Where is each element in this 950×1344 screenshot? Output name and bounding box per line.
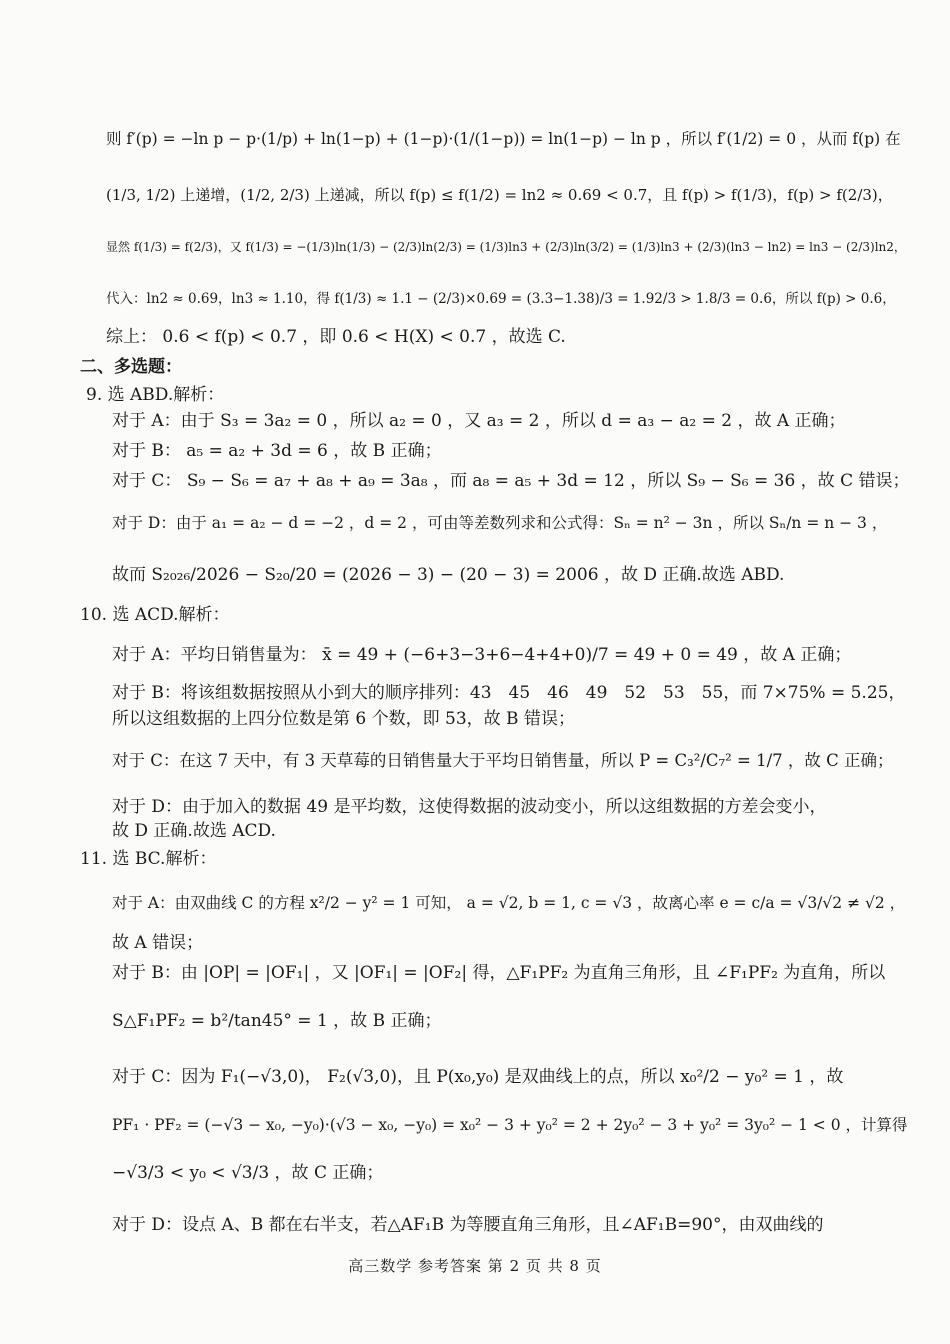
text-line: (1/3, 1/2) 上递增，(1/2, 2/3) 上递减，所以 f(p) ≤ f(1/2) = ln2 ≈ 0.69 < 0.7，且 f(p) > f(1/3)，f(p) > f(2/3)，: [106, 186, 893, 204]
question-heading: 10. 选 ACD.解析：: [80, 605, 230, 625]
text-line: 对于 A：平均日销售量为： x̄ = 49 + (−6+3−3+6−4+4+0)/7 = 49 + 0 = 49 ，故 A 正确；: [112, 645, 852, 665]
text-line: 显然 f(1/3) = f(2/3)，又 f(1/3) = −(1/3)ln(1/3) − (2/3)ln(2/3) = (1/3)ln3 + (2/3)ln(3/2) = (1/3)ln3 + (2/3)(ln3 − ln2) = ln3 − (2/3)ln2，: [106, 240, 906, 254]
text-line: −√3/3 < y₀ < √3/3 ，故 C 正确；: [112, 1163, 384, 1183]
text-line: 对于 D：由于加入的数据 49 是平均数，这使得数据的波动变小，所以这组数据的方差会变小，: [112, 797, 827, 817]
text-line: 对于 A：由双曲线 C 的方程 x²/2 − y² = 1 可知， a = √2, b = 1, c = √3 ，故离心率 e = c/a = √3/√2 ≠ √2 ，: [112, 894, 906, 912]
text-line: 所以这组数据的上四分位数是第 6 个数，即 53，故 B 错误；: [112, 709, 575, 729]
text-line: 对于 D：由于 a₁ = a₂ − d = −2 ，d = 2 ，可由等差数列求和公式得：Sₙ = n² − 3n ，所以 Sₙ/n = n − 3 ，: [112, 514, 888, 532]
text-line: S△F₁PF₂ = b²/tan45° = 1 ，故 B 正确；: [112, 1011, 442, 1031]
section-heading: 二、多选题：: [80, 357, 182, 377]
text-line: 故而 S₂₀₂₆/2026 − S₂₀/20 = (2026 − 3) − (20 − 3) = 2006 ，故 D 正确.故选 ABD.: [112, 565, 785, 585]
question-heading: 11. 选 BC.解析：: [80, 849, 217, 869]
text-line: PF₁ · PF₂ = (−√3 − x₀, −y₀)·(√3 − x₀, −y₀) = x₀² − 3 + y₀² = 2 + 2y₀² − 3 + y₀² = 3y₀² − 1 < 0 ，计算得: [112, 1116, 908, 1134]
text-line: 代入：ln2 ≈ 0.69，ln3 ≈ 1.10，得 f(1/3) ≈ 1.1 − (2/3)×0.69 = (3.3−1.38)/3 = 1.92/3 > 1.8/3 = 0.6，所以 f(p) > 0.6，: [106, 291, 896, 307]
text-line: 故 A 错误；: [112, 933, 204, 953]
text-line: 对于 B： a₅ = a₂ + 3d = 6 ，故 B 正确；: [112, 441, 442, 461]
page-footer: 高三数学 参考答案 第 2 页 共 8 页: [348, 1257, 602, 1275]
question-heading: 9. 选 ABD.解析：: [86, 385, 225, 405]
text-line: 故 D 正确.故选 ACD.: [112, 821, 276, 841]
text-line: 对于 A：由于 S₃ = 3a₂ = 0 ，所以 a₂ = 0 ，又 a₃ = 2 ，所以 d = a₃ − a₂ = 2 ，故 A 正确；: [112, 411, 846, 431]
text-line: 对于 C：在这 7 天中，有 3 天草莓的日销售量大于平均日销售量，所以 P = C₃²/C₇² = 1/7 ，故 C 正确；: [112, 751, 894, 770]
text-line: 对于 D：设点 A、B 都在右半支，若△AF₁B 为等腰直角三角形，且∠AF₁B=90°，由双曲线的: [112, 1215, 824, 1235]
text-line: 对于 B：由 |OP| = |OF₁| ，又 |OF₁| = |OF₂| 得，△F₁PF₂ 为直角三角形，且 ∠F₁PF₂ 为直角，所以: [112, 963, 886, 983]
text-line: 对于 C：因为 F₁(−√3,0)， F₂(√3,0)，且 P(x₀,y₀) 是双曲线上的点，所以 x₀²/2 − y₀² = 1 ，故: [112, 1067, 844, 1087]
text-line: 对于 B：将该组数据按照从小到大的顺序排列：43 45 46 49 52 53 55，而 7×75% = 5.25，: [112, 683, 906, 703]
text-line: 综上： 0.6 < f(p) < 0.7 ，即 0.6 < H(X) < 0.7 ，故选 C.: [106, 327, 566, 347]
text-line: 对于 C： S₉ − S₆ = a₇ + a₈ + a₉ = 3a₈ ，而 a₈ = a₅ + 3d = 12 ，所以 S₉ − S₆ = 36 ，故 C 错误；: [112, 471, 910, 491]
text-line: 则 f′(p) = −ln p − p·(1/p) + ln(1−p) + (1−p)·(1/(1−p)) = ln(1−p) − ln p ，所以 f′(1/2) = 0 ，从而 f(p) 在: [106, 130, 901, 148]
